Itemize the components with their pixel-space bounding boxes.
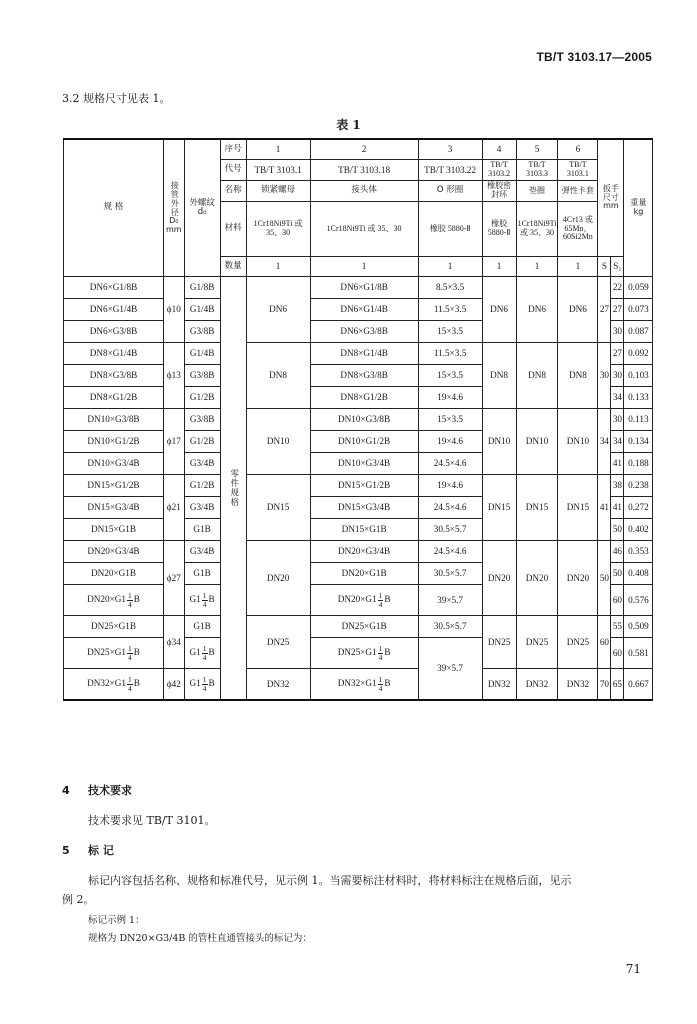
spec-cell: DN8×G3/8B <box>64 365 164 387</box>
spec-cell: DN6×G3/8B <box>64 321 164 343</box>
weight-cell: 0.408 <box>624 563 653 585</box>
oring-cell: 24.5×4.6 <box>418 453 482 475</box>
code-label: 代号 <box>220 160 246 181</box>
fraction-suffix: B <box>208 594 215 605</box>
body-text: DN25×G1 <box>337 647 377 658</box>
wrench-header-line3: mm <box>603 201 619 211</box>
standard-code: TB/T 3103.17—2005 <box>536 50 652 64</box>
weight-cell: 0.113 <box>624 409 653 431</box>
s-cell: 50 <box>598 541 611 616</box>
s-cell: 70 <box>598 669 611 701</box>
thread-cell: G3/8B <box>184 409 220 431</box>
section-4-title: 技术要求 <box>88 784 132 797</box>
fraction-den: 4 <box>127 683 132 693</box>
intro-text: 3.2 规格尺寸见表 1。 <box>62 92 171 105</box>
weight-cell: 0.402 <box>624 519 653 541</box>
s1-cell: 46 <box>611 541 624 563</box>
spec-cell: DN8×G1/4B <box>64 343 164 365</box>
part2-material: 1Cr18Ni9Ti 或 35、30 <box>310 202 418 257</box>
fraction-den: 4 <box>378 652 383 662</box>
thread-cell: G3/8B <box>184 365 220 387</box>
spec-text: DN25×G1 <box>87 647 126 658</box>
fraction-suffix: B <box>384 594 391 605</box>
thread-cell: G1B <box>184 519 220 541</box>
body-cell: DN6×G1/8B <box>310 277 418 299</box>
part6-code: TB/T 3103.1 <box>558 160 598 181</box>
part5-seq: 5 <box>516 139 558 160</box>
oring-cell: 30.5×5.7 <box>418 616 482 638</box>
s1-cell: 30 <box>611 409 624 431</box>
fraction-suffix: B <box>133 678 140 689</box>
body-cell: DN6×G1/4B <box>310 299 418 321</box>
washer-cell: DN8 <box>516 343 558 409</box>
fraction-den: 4 <box>127 652 132 662</box>
fraction-den: 4 <box>127 599 132 609</box>
body-cell: DN10×G3/8B <box>310 409 418 431</box>
od-cell: ϕ21 <box>164 475 185 541</box>
s1-cell: 41 <box>611 453 624 475</box>
part4-name: 橡胶密封环 <box>482 181 516 202</box>
thread-text: G1 <box>189 647 201 658</box>
spec-header: 规 格 <box>64 139 164 277</box>
part1-code: TB/T 3103.1 <box>246 160 310 181</box>
thread-cell <box>184 585 220 616</box>
part6-material: 4Cr13 或 65Mn、60Si2Mn <box>558 202 598 257</box>
s-cell: 34 <box>598 409 611 475</box>
seal-cell: DN10 <box>482 409 516 475</box>
weight-cell: 0.087 <box>624 321 653 343</box>
weight-cell: 0.272 <box>624 497 653 519</box>
weight-cell: 0.092 <box>624 343 653 365</box>
sleeve-cell: DN10 <box>558 409 598 475</box>
spec-cell: DN6×G1/4B <box>64 299 164 321</box>
washer-cell: DN15 <box>516 475 558 541</box>
weight-header-line1: 重量 <box>630 198 647 208</box>
sleeve-cell: DN8 <box>558 343 598 409</box>
part5-code: TB/T 3103.3 <box>516 160 558 181</box>
seal-cell: DN15 <box>482 475 516 541</box>
spec-cell: DN15×G3/4B <box>64 497 164 519</box>
example-text: 规格为 DN20×G3/4B 的管柱直通管接头的标记为： <box>88 933 312 944</box>
fraction-suffix: B <box>208 647 215 658</box>
s-cell: 30 <box>598 343 611 409</box>
spec-text: DN20×G1 <box>87 594 126 605</box>
fraction <box>378 645 384 661</box>
qty-label: 数量 <box>220 257 246 277</box>
body-cell <box>310 638 418 669</box>
oring-cell: 24.5×4.6 <box>418 497 482 519</box>
material-label: 材料 <box>220 202 246 257</box>
washer-cell: DN10 <box>516 409 558 475</box>
nut-cell: DN15 <box>246 475 310 541</box>
example-label: 标记示例 1： <box>88 915 145 926</box>
thread-cell: G3/8B <box>184 321 220 343</box>
thread-cell <box>184 638 220 669</box>
nut-cell: DN32 <box>246 669 310 701</box>
spec-cell <box>64 585 164 616</box>
nut-cell: DN6 <box>246 277 310 343</box>
od-cell: ϕ27 <box>164 541 185 616</box>
oring-cell: 15×3.5 <box>418 321 482 343</box>
part2-seq: 2 <box>310 139 418 160</box>
seal-cell: DN20 <box>482 541 516 616</box>
part3-seq: 3 <box>418 139 482 160</box>
od-cell: ϕ42 <box>164 669 185 701</box>
washer-cell: DN20 <box>516 541 558 616</box>
part4-code: TB/T 3103.2 <box>482 160 516 181</box>
fraction-suffix: B <box>384 647 391 658</box>
thread-cell: G1B <box>184 616 220 638</box>
washer-cell: DN6 <box>516 277 558 343</box>
spec-text: DN32×G1 <box>87 678 126 689</box>
s1-cell: 30 <box>611 321 624 343</box>
s1-cell: 50 <box>611 519 624 541</box>
table-row <box>64 277 653 299</box>
s1-cell: 34 <box>611 431 624 453</box>
table-row <box>64 343 653 365</box>
spec-cell: DN20×G3/4B <box>64 541 164 563</box>
spec-cell <box>64 669 164 701</box>
od-cell: ϕ13 <box>164 343 185 409</box>
weight-header-line2: kg <box>633 207 644 216</box>
part3-code: TB/T 3103.22 <box>418 160 482 181</box>
washer-cell: DN32 <box>516 669 558 701</box>
s1-cell: 50 <box>611 563 624 585</box>
body-text: DN20×G1 <box>337 594 377 605</box>
body-cell <box>310 669 418 701</box>
thread-cell: G1/2B <box>184 431 220 453</box>
oring-cell: 19×4.6 <box>418 387 482 409</box>
part2-qty: 1 <box>310 257 418 277</box>
s1-cell: 27 <box>611 343 624 365</box>
fraction-den: 4 <box>202 652 207 662</box>
section-5-title: 标 记 <box>88 844 114 857</box>
wrench-header-line1: 扳手 <box>602 183 619 193</box>
weight-cell: 0.581 <box>624 638 653 669</box>
spec-cell: DN25×G1B <box>64 616 164 638</box>
s1-cell: 60 <box>611 585 624 616</box>
seq-label: 序号 <box>220 139 246 160</box>
fraction-suffix: B <box>133 594 140 605</box>
fraction-den: 4 <box>378 683 383 693</box>
s1-cell: 27 <box>611 299 624 321</box>
fraction <box>202 676 208 692</box>
spec-cell: DN6×G1/8B <box>64 277 164 299</box>
fraction-num: 1 <box>127 675 132 684</box>
thread-header-line2: d₀ <box>197 207 207 217</box>
section-5-text-line1: 标记内容包括名称、规格和标准代号，见示例 1。当需要标注材料时，将材料标注在规格后面，见示 <box>88 874 572 887</box>
part1-name: 锁紧螺母 <box>246 181 310 202</box>
body-cell <box>310 585 418 616</box>
s1-cell: 38 <box>611 475 624 497</box>
nut-cell: DN8 <box>246 343 310 409</box>
thread-cell: G1/8B <box>184 277 220 299</box>
fraction <box>127 676 133 692</box>
spec-cell <box>64 638 164 669</box>
weight-cell: 0.059 <box>624 277 653 299</box>
s1-cell: 41 <box>611 497 624 519</box>
s-cell: 27 <box>598 277 611 343</box>
thread-text: G1 <box>189 594 201 605</box>
sleeve-cell: DN32 <box>558 669 598 701</box>
part4-qty: 1 <box>482 257 516 277</box>
sleeve-cell: DN6 <box>558 277 598 343</box>
parts-spec-text: 零件规格 <box>228 469 239 507</box>
table-caption: 表 1 <box>336 118 361 132</box>
oring-cell: 8.5×3.5 <box>418 277 482 299</box>
thread-cell: G1/4B <box>184 343 220 365</box>
fraction-suffix: B <box>133 647 140 658</box>
part2-code: TB/T 3103.18 <box>310 160 418 181</box>
nut-cell: DN10 <box>246 409 310 475</box>
section-5-number: 5 <box>62 844 70 857</box>
body-cell: DN15×G1/2B <box>310 475 418 497</box>
oring-cell: 19×4.6 <box>418 431 482 453</box>
od-header <box>164 139 185 277</box>
s1-cell: 22 <box>611 277 624 299</box>
oring-cell: 15×3.5 <box>418 365 482 387</box>
s-cell: 41 <box>598 475 611 541</box>
weight-cell: 0.134 <box>624 431 653 453</box>
table-row <box>64 409 653 431</box>
body-cell: DN10×G1/2B <box>310 431 418 453</box>
od-header-line3: mm <box>166 225 182 234</box>
s1-cell: 30 <box>611 365 624 387</box>
thread-header <box>184 139 220 277</box>
od-header-line2: D₀ <box>169 216 179 226</box>
oring-cell: 11.5×3.5 <box>418 299 482 321</box>
weight-header <box>624 139 653 277</box>
part3-material: 橡胶 5880-Ⅱ <box>418 202 482 257</box>
fraction-den: 4 <box>378 599 383 609</box>
sleeve-cell: DN25 <box>558 616 598 669</box>
part3-name: O 形圈 <box>418 181 482 202</box>
s1-label: S₁ <box>611 257 624 277</box>
weight-cell: 0.353 <box>624 541 653 563</box>
parts-spec-label <box>220 277 246 701</box>
body-cell: DN8×G1/4B <box>310 343 418 365</box>
seal-cell: DN32 <box>482 669 516 701</box>
wrench-header <box>598 139 624 257</box>
oring-cell: 15×3.5 <box>418 409 482 431</box>
od-cell: ϕ10 <box>164 277 185 343</box>
fraction-suffix: B <box>384 678 391 689</box>
part1-material: 1Cr18Ni9Ti 或 35、30 <box>246 202 310 257</box>
body-cell: DN6×G3/8B <box>310 321 418 343</box>
s1-cell: 55 <box>611 616 624 638</box>
thread-cell <box>184 669 220 701</box>
sleeve-cell: DN20 <box>558 541 598 616</box>
fraction <box>378 592 384 608</box>
weight-cell: 0.103 <box>624 365 653 387</box>
body-cell: DN20×G1B <box>310 563 418 585</box>
part1-qty: 1 <box>246 257 310 277</box>
table-row <box>64 541 653 563</box>
weight-cell: 0.188 <box>624 453 653 475</box>
nut-cell: DN20 <box>246 541 310 616</box>
body-cell: DN15×G1B <box>310 519 418 541</box>
thread-cell: G1B <box>184 563 220 585</box>
oring-cell: 30.5×5.7 <box>418 519 482 541</box>
seal-cell: DN6 <box>482 277 516 343</box>
thread-cell: G1/2B <box>184 387 220 409</box>
spec-cell: DN20×G1B <box>64 563 164 585</box>
s1-cell: 60 <box>611 638 624 669</box>
s1-cell: 65 <box>611 669 624 701</box>
fraction-den: 4 <box>202 599 207 609</box>
body-cell: DN20×G3/4B <box>310 541 418 563</box>
spec-cell: DN10×G3/8B <box>64 409 164 431</box>
part4-seq: 4 <box>482 139 516 160</box>
part1-seq: 1 <box>246 139 310 160</box>
spec-cell: DN15×G1/2B <box>64 475 164 497</box>
od-cell: ϕ34 <box>164 616 185 669</box>
oring-cell: 39×5.7 <box>418 638 482 701</box>
fraction-suffix: B <box>208 678 215 689</box>
thread-header-line1: 外螺纹 <box>189 197 215 208</box>
fraction-num: 1 <box>202 675 207 684</box>
fraction-num: 1 <box>378 644 383 653</box>
spec-cell: DN15×G1B <box>64 519 164 541</box>
part5-name: 垫圈 <box>516 181 558 202</box>
fraction-num: 1 <box>378 675 383 684</box>
body-cell: DN25×G1B <box>310 616 418 638</box>
table-row <box>64 616 653 638</box>
header-row-seq <box>64 139 653 160</box>
page-number: 71 <box>625 962 641 976</box>
s1-cell: 34 <box>611 387 624 409</box>
part3-qty: 1 <box>418 257 482 277</box>
part6-qty: 1 <box>558 257 598 277</box>
fraction-num: 1 <box>378 591 383 600</box>
weight-cell: 0.667 <box>624 669 653 701</box>
washer-cell: DN25 <box>516 616 558 669</box>
fraction <box>127 645 133 661</box>
fraction-den: 4 <box>202 683 207 693</box>
od-cell: ϕ17 <box>164 409 185 475</box>
section-4-text: 技术要求见 TB/T 3101。 <box>88 814 216 827</box>
oring-cell: 11.5×3.5 <box>418 343 482 365</box>
fraction <box>127 592 133 608</box>
weight-cell: 0.238 <box>624 475 653 497</box>
fraction <box>378 676 384 692</box>
spec-cell: DN10×G1/2B <box>64 431 164 453</box>
weight-cell: 0.576 <box>624 585 653 616</box>
spec-table-wrapper <box>63 138 653 701</box>
thread-cell: G3/4B <box>184 541 220 563</box>
wrench-header-line2: 尺寸 <box>602 192 619 202</box>
spec-table <box>63 138 653 701</box>
body-cell: DN8×G1/2B <box>310 387 418 409</box>
section-5-heading <box>62 842 114 858</box>
nut-cell: DN25 <box>246 616 310 669</box>
fraction <box>202 645 208 661</box>
body-cell: DN15×G3/4B <box>310 497 418 519</box>
thread-cell: G3/4B <box>184 497 220 519</box>
weight-cell: 0.073 <box>624 299 653 321</box>
thread-text: G1 <box>189 678 201 689</box>
body-cell: DN10×G3/4B <box>310 453 418 475</box>
part4-material: 橡胶 5880-Ⅱ <box>482 202 516 257</box>
s-cell: 60 <box>598 616 611 669</box>
fraction-num: 1 <box>202 644 207 653</box>
s-label: S <box>598 257 611 277</box>
table-row <box>64 669 653 701</box>
fraction-num: 1 <box>127 644 132 653</box>
body-text: DN32×G1 <box>337 678 377 689</box>
section-5-text-line2: 例 2。 <box>62 893 95 906</box>
sleeve-cell: DN15 <box>558 475 598 541</box>
thread-cell: G3/4B <box>184 453 220 475</box>
part6-name: 弹性卡套 <box>558 181 598 202</box>
seal-cell: DN25 <box>482 616 516 669</box>
thread-cell: G1/2B <box>184 475 220 497</box>
part6-seq: 6 <box>558 139 598 160</box>
body-cell: DN8×G3/8B <box>310 365 418 387</box>
fraction-num: 1 <box>127 591 132 600</box>
weight-cell: 0.509 <box>624 616 653 638</box>
oring-cell: 19×4.6 <box>418 475 482 497</box>
fraction-num: 1 <box>202 591 207 600</box>
part5-qty: 1 <box>516 257 558 277</box>
spec-cell: DN8×G1/2B <box>64 387 164 409</box>
table-row <box>64 475 653 497</box>
thread-cell: G1/4B <box>184 299 220 321</box>
oring-cell: 24.5×4.6 <box>418 541 482 563</box>
part2-name: 接头体 <box>310 181 418 202</box>
seal-cell: DN8 <box>482 343 516 409</box>
part5-material: 1Cr18Ni9Ti 或 35、30 <box>516 202 558 257</box>
section-4-number: 4 <box>62 784 70 797</box>
section-4-heading <box>62 782 132 798</box>
weight-cell: 0.133 <box>624 387 653 409</box>
oring-cell: 39×5.7 <box>418 585 482 616</box>
name-label: 名称 <box>220 181 246 202</box>
od-header-line1: 接管外径 <box>170 181 180 218</box>
fraction <box>202 592 208 608</box>
oring-cell: 30.5×5.7 <box>418 563 482 585</box>
spec-cell: DN10×G3/4B <box>64 453 164 475</box>
